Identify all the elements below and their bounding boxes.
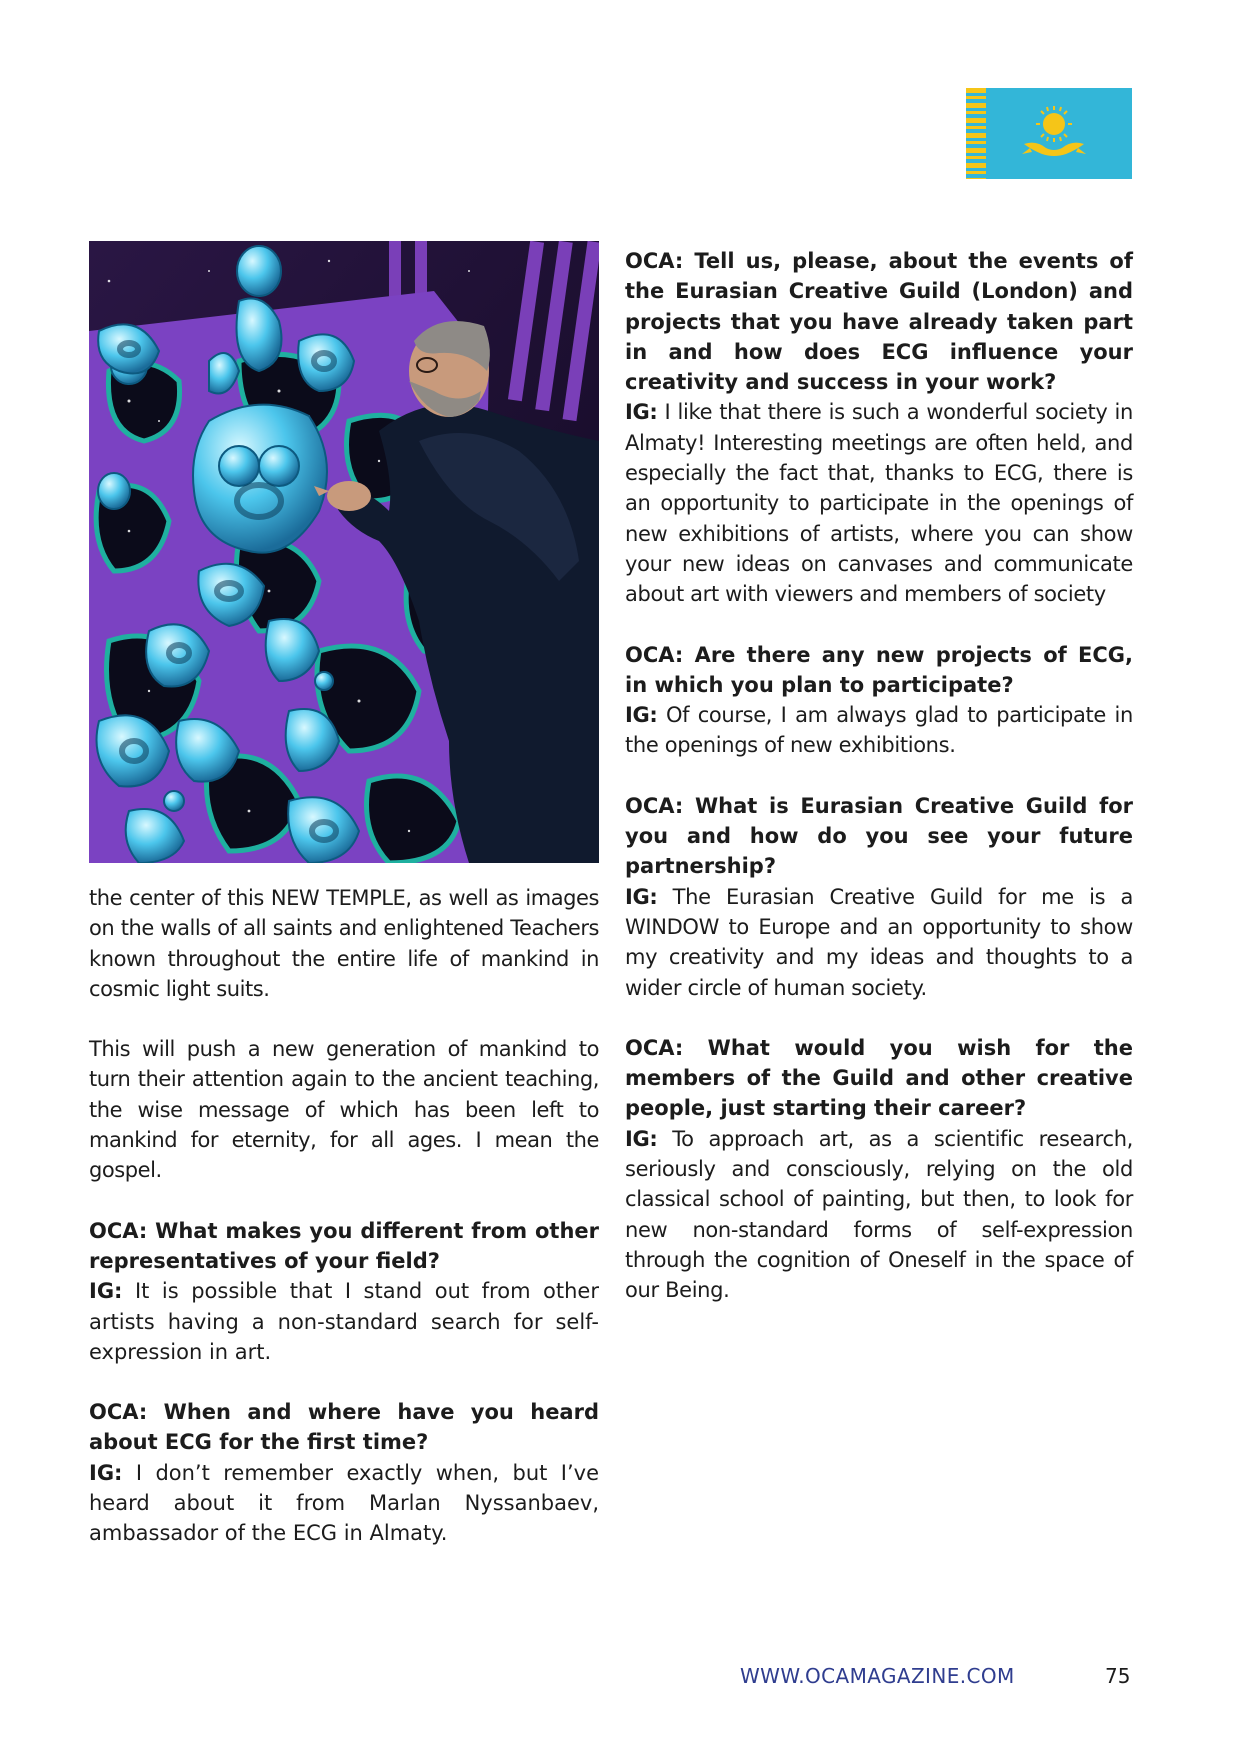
- question: OCA: What makes you different from other representatives of your field?: [89, 1218, 599, 1273]
- paragraph: This will push a new generation of mankind to turn their attention again to the ancient teaching, the wise message of which has been left to mankind for eternity, for all ages. I mean the gospel.: [89, 1037, 599, 1183]
- left-column: [89, 883, 599, 1549]
- page-footer: [735, 1664, 1135, 1694]
- page-number: 75: [1105, 1664, 1131, 1688]
- answer-label: IG:: [89, 1460, 123, 1485]
- answer: [625, 700, 1133, 761]
- answer-label: IG:: [625, 884, 658, 909]
- answer: [625, 397, 1133, 609]
- right-column: [625, 246, 1133, 1306]
- answer-text: I like that there is such a wonderful society in Almaty! Interesting meetings are often held, and especially the fact that, thanks to ECG, there is an opportunity to participate in the openings of new exhibitions of artists, where you can show your new ideas on canvases and communicate about art with viewers and members of society: [625, 400, 1133, 607]
- paragraph: the center of this NEW TEMPLE, as well as images on the walls of all saints and enlightened Teachers known throughout the entire life of mankind in cosmic light suits.: [89, 886, 599, 1001]
- question: OCA: Tell us, please, about the events of the Eurasian Creative Guild (London) and projects that you have already taken part in and how does ECG influence your creativity and success in your work?: [625, 249, 1133, 395]
- answer: [89, 1458, 599, 1549]
- question: OCA: When and where have you heard about ECG for the first time?: [89, 1400, 599, 1455]
- answer-text: The Eurasian Creative Guild for me is a WINDOW to Europe and an opportunity to show my creativity and my ideas and thoughts to a wider circle of human society.: [625, 884, 1133, 1000]
- question: OCA: Are there any new projects of ECG, in which you plan to participate?: [625, 642, 1133, 697]
- answer-text: To approach art, as a scientific research, seriously and consciously, relying on the old classical school of painting, but then, to look for new non-standard forms of self-expression through the cognition of Oneself in the space of our Being.: [625, 1126, 1133, 1303]
- photo-artist-painting: [89, 241, 599, 863]
- answer-text: It is possible that I stand out from other artists having a non-standard search for self-expression in art.: [89, 1279, 599, 1364]
- answer: [89, 1276, 599, 1367]
- answer-label: IG:: [89, 1279, 123, 1304]
- website-link[interactable]: WWW.OCAMAGAZINE.COM: [740, 1664, 1015, 1688]
- question: OCA: What would you wish for the members of the Guild and other creative people, just starting their career?: [625, 1035, 1133, 1121]
- answer-text: Of course, I am always glad to participate in the openings of new exhibitions.: [625, 703, 1133, 758]
- answer-text: I don’t remember exactly when, but I’ve heard about it from Marlan Nyssanbaev, ambassador of the ECG in Almaty.: [89, 1460, 599, 1546]
- answer: [625, 882, 1133, 1003]
- kazakhstan-flag-icon: [966, 88, 1132, 179]
- answer-label: IG:: [625, 1126, 658, 1151]
- answer-label: IG:: [625, 703, 658, 728]
- question: OCA: What is Eurasian Creative Guild for you and how do you see your future partnership?: [625, 793, 1133, 879]
- flag-emblem-icon: [966, 88, 1132, 179]
- answer: [625, 1124, 1133, 1306]
- answer-label: IG:: [625, 400, 658, 425]
